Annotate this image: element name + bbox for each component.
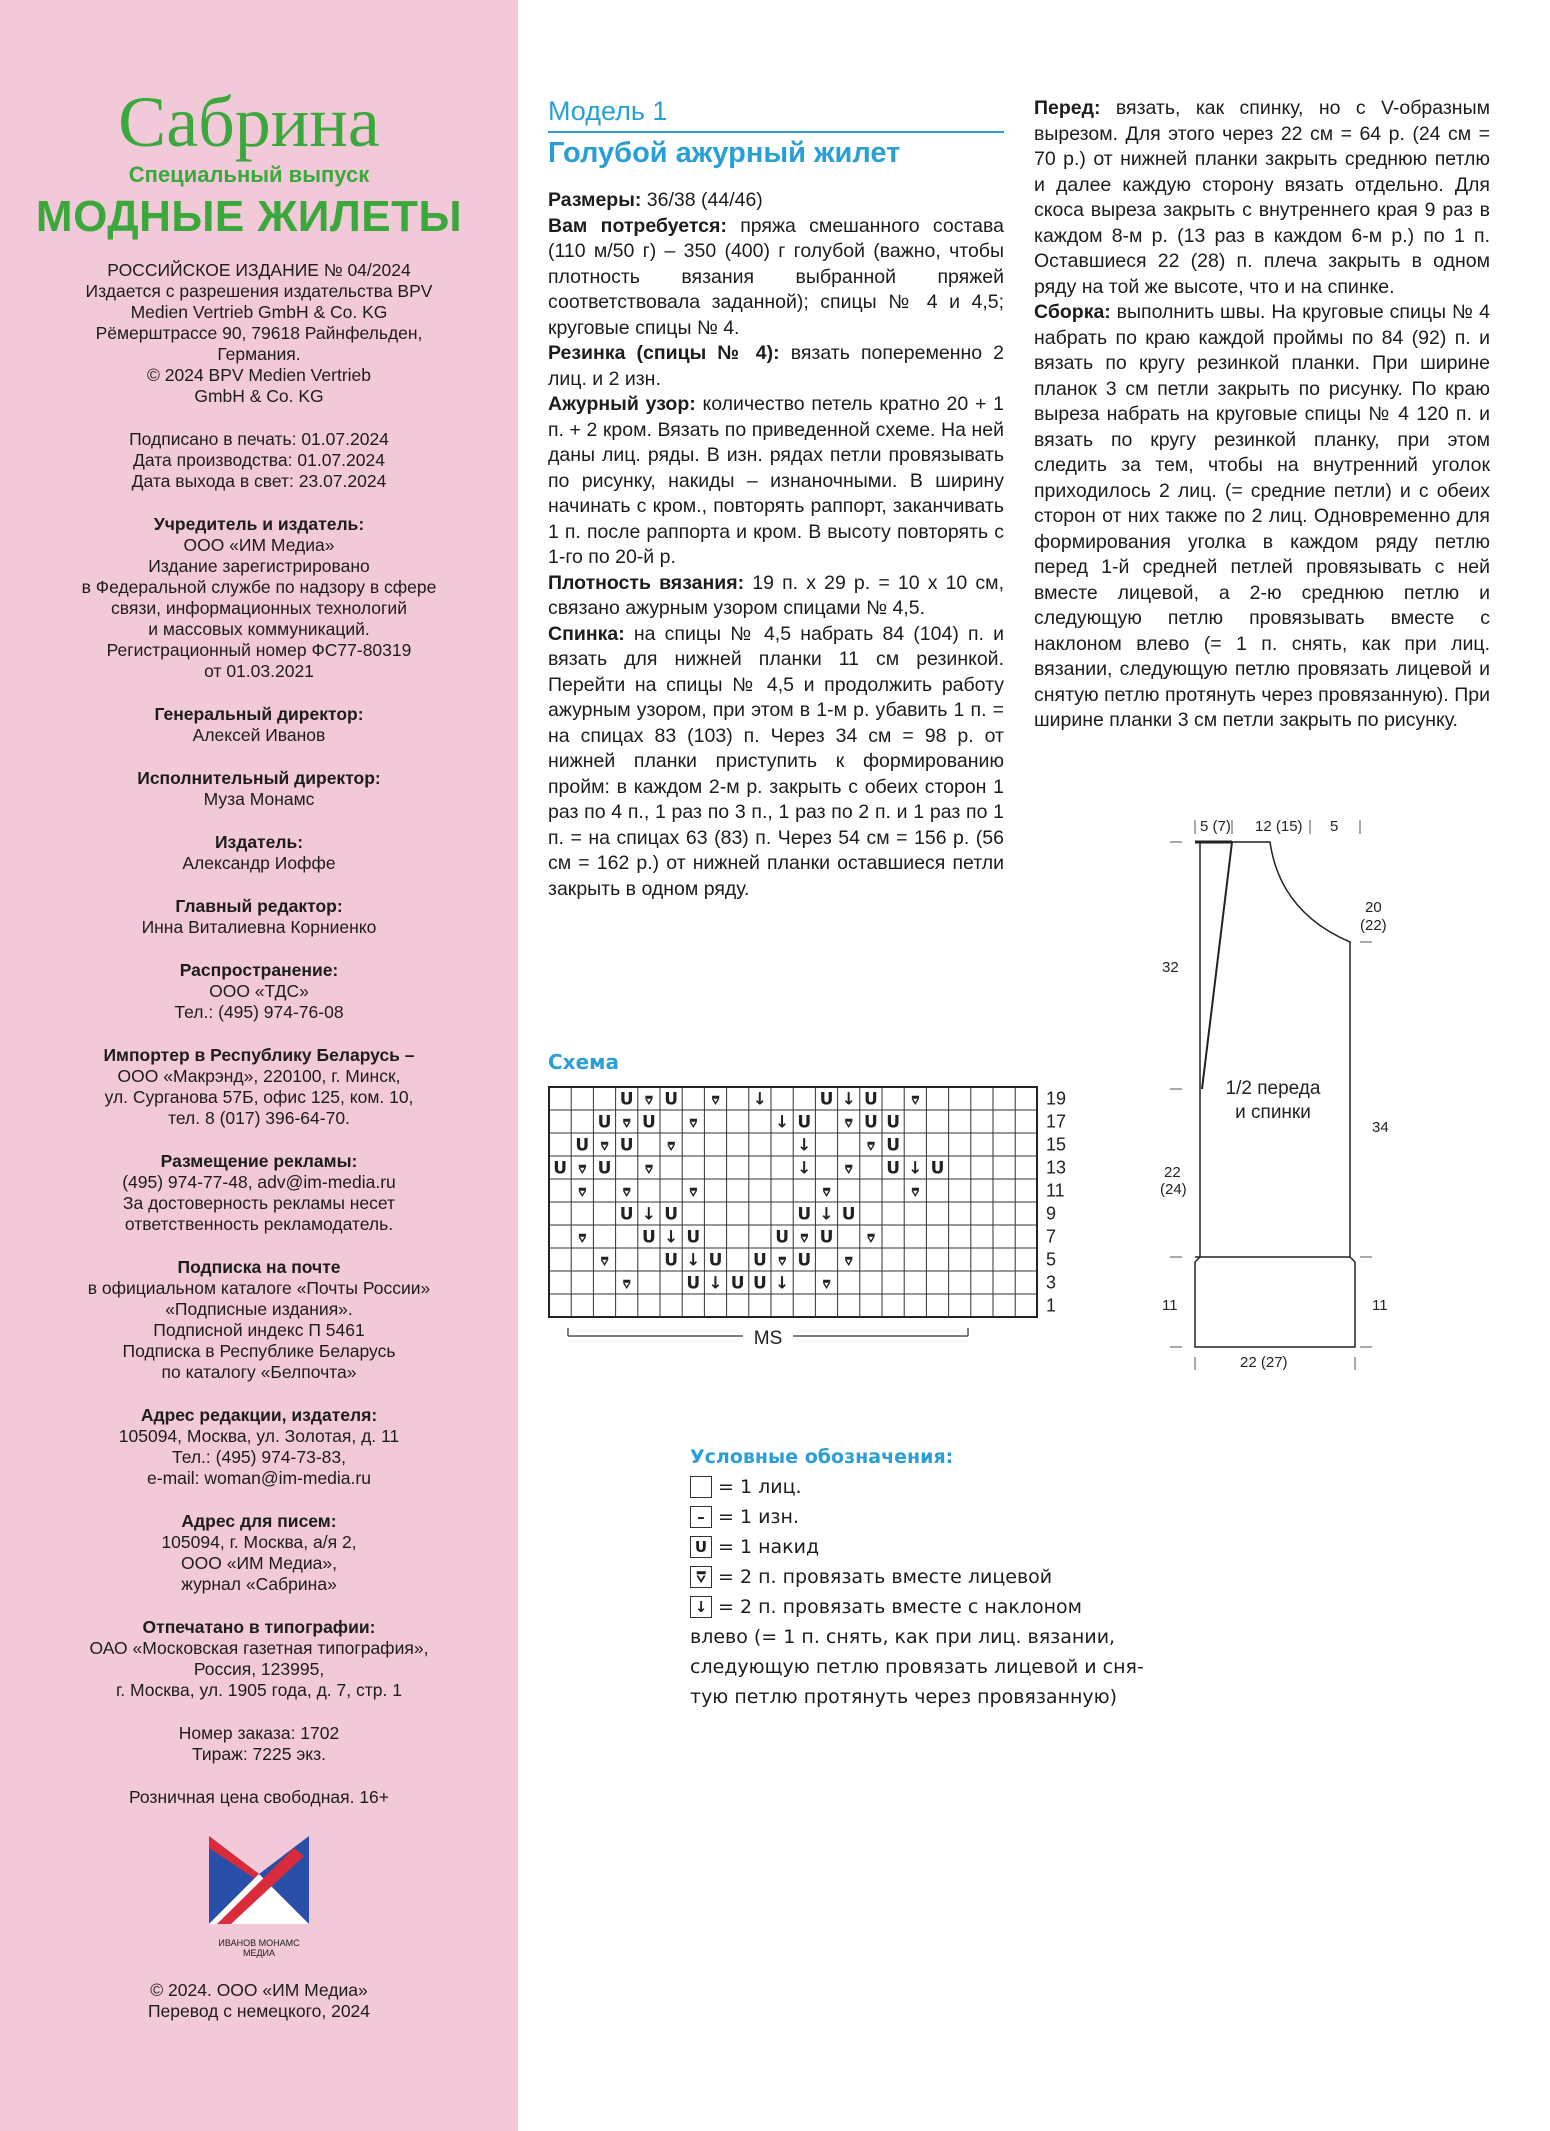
ssk-mark: ↓ — [908, 1158, 923, 1179]
yarnover-mark: U — [664, 1089, 679, 1110]
publisher-logo-caption: ИВАНОВ МОНАМС МЕДИА — [218, 1938, 300, 1958]
schematic-label-2: и спинки — [1235, 1102, 1311, 1123]
distribution: Распространение: ООО «ТДС» Тел.: (495) 974-76-08 — [174, 960, 344, 1022]
yarnover-mark: U — [886, 1135, 901, 1156]
k2tog-mark: ⩢ — [822, 1185, 831, 1200]
back-paragraph: Спинка: на спицы № 4,5 набрать 84 (104) п. и вязать для нижней планки 11 см резинкой. Перейти на спицы № 4,5 и продолжить работу ажурным узором, при этом в 1-м р. убавить 1 п. = на спицах 83 (103) п. Через 34 см = 98 р. от нижней планки приступить к формированию пройм: в каждом 2-м р. закрыть с обеих сторон 1 раз по 4 п., 1 раз по 3 п., 1 раз по 2 п. и 1 раз по 1 п. = на спицах 63 (83) п. Через 54 см = 156 р. (56 см = 162 р.) от нижней планки оставшиеся петли закрыть в одном ряду. — [548, 622, 1004, 900]
yarnover-mark: U — [819, 1089, 834, 1110]
k2tog-mark: ⩢ — [645, 1162, 653, 1177]
yarnover-symbol: U — [690, 1536, 712, 1558]
yarnover-mark: U — [863, 1089, 878, 1110]
row-number: 11 — [1046, 1180, 1065, 1201]
dim-side: 34 — [1372, 1119, 1389, 1136]
k2tog-mark: ⩢ — [867, 1231, 875, 1246]
ssk-mark: ↓ — [819, 1204, 834, 1225]
knitting-chart — [548, 1086, 1068, 1356]
row-number: 3 — [1046, 1272, 1057, 1293]
yarnover-mark: U — [797, 1112, 812, 1133]
ssk-mark: ↓ — [774, 1273, 790, 1294]
printing-house: Отпечатано в типографии: ОАО «Московская газетная типография», Россия, 123995, г. Москва, ул. 1905 года, д. 7, стр. 1 — [89, 1617, 429, 1700]
legend-title: Условные обозначения: — [690, 1446, 954, 1468]
yarnover-mark: U — [619, 1089, 634, 1110]
yarnover-mark: U — [775, 1227, 790, 1248]
importer: Импортер в Республику Беларусь – ООО «Макрэнд», 220100, г. Минск, ул. Сурганова 57Б, офис 125, ком. 10, тел. 8 (017) 396-64-70. — [103, 1045, 415, 1128]
k2tog-mark: ⩢ — [689, 1185, 697, 1200]
section-heading: Учредитель и издатель: — [153, 514, 365, 534]
yarnover-mark: U — [819, 1227, 834, 1248]
article-column-1 — [548, 96, 1004, 902]
k2tog-mark: ⩢ — [623, 1185, 631, 1200]
dim-front-lower: 22 — [1164, 1164, 1181, 1181]
ssk-mark: ↓ — [774, 1112, 790, 1133]
yarnover-mark: U — [597, 1112, 612, 1133]
ssk-mark: ↓ — [841, 1089, 856, 1110]
sizes-paragraph: Размеры: 36/38 (44/46) — [548, 189, 763, 211]
edition-line: Рёмерштрассе 90, 79618 Райнфельден, — [95, 323, 423, 343]
edition-line: РОССИЙСКОЕ ИЗДАНИЕ № 04/2024 — [107, 260, 411, 280]
k2tog-symbol: ⩢ — [690, 1566, 712, 1588]
row-number: 7 — [1046, 1226, 1057, 1247]
k2tog-mark: ⩢ — [911, 1093, 919, 1108]
k2tog-mark: ⩢ — [845, 1254, 853, 1269]
dim-armhole-alt: (22) — [1360, 917, 1387, 934]
yarnover-mark: U — [841, 1204, 856, 1225]
edition-line: Издается с разрешения издательства BPV — [85, 281, 433, 301]
edition-line: Германия. — [217, 344, 301, 364]
k2tog-mark: ⩢ — [689, 1116, 697, 1131]
advertising: Размещение рекламы: (495) 974-77-48, adv@im-media.ru За достоверность рекламы несет ответственность рекламодатель. — [122, 1151, 396, 1234]
row-number: 17 — [1046, 1111, 1067, 1132]
yarnover-mark: U — [641, 1112, 656, 1133]
k2tog-mark: ⩢ — [645, 1093, 653, 1108]
dim-band-right: 11 — [1372, 1297, 1388, 1314]
imprint-sidebar — [0, 0, 518, 2131]
letters-address: Адрес для писем: 105094, г. Москва, а/я 2, ООО «ИМ Медиа», журнал «Сабрина» — [161, 1511, 357, 1594]
row-number: 5 — [1046, 1249, 1057, 1270]
scheme-title: Схема — [548, 1050, 619, 1074]
yarnover-mark: U — [752, 1273, 767, 1294]
assembly-paragraph: Сборка: выполнить швы. На круговые спицы № 4 набрать по краю каждой проймы по 84 (92) п. и вязать по кругу резинкой планки. При ширине планок 3 см петли закрыть по рисунку. По краю выреза набрать на круговые спицы № 4 120 п. и вязать по кругу резинкой планку, при этом следить за тем, чтобы на внутренний уголок приходилось 2 лиц. (= средние петли) и с обеих сторон от них также по 2 лиц. Одновременно для формирования уголка в каждом ряду петлю перед 1-й средней петлей провязывать с ней вместе лицевой, а 2-ю среднюю петлю и следующую петлю провязывать вместе с наклоном влево (= 1 п. снять, как при лиц. вязании, следующую петлю провязать лицевой и снятую петлю протянуть через провязанную). При ширине планки 3 см петли закрыть по рисунку. — [1034, 301, 1490, 731]
legend-item-k2tog: ⩢ = 2 п. провязать вместе лицевой — [690, 1562, 1144, 1592]
publisher-logo — [199, 1826, 319, 1938]
k2tog-mark: ⩢ — [911, 1185, 919, 1200]
row-number: 15 — [1046, 1134, 1067, 1155]
schematic-label-1: 1/2 переда — [1225, 1078, 1321, 1099]
subscription: Подписка на почте в официальном каталоге «Почты России» «Подписные издания». Подписной индекс П 5461 Подписка в Республике Беларусь по каталогу «Белпочта» — [87, 1257, 431, 1382]
dim-armhole: 20 — [1365, 899, 1382, 916]
garment-schematic — [1160, 812, 1390, 1372]
legend-item-knit: = 1 лиц. — [690, 1472, 1144, 1502]
gauge-paragraph: Плотность вязания: 19 п. х 29 р. = 10 х 10 см, связано ажурным узором спицами № 4,5. — [548, 571, 1004, 619]
k2tog-mark: ⩢ — [711, 1093, 720, 1108]
k2tog-mark: ⩢ — [800, 1231, 808, 1246]
magazine-logo: Сабрина — [118, 82, 380, 162]
k2tog-mark: ⩢ — [600, 1254, 609, 1269]
edition-line: GmbH & Co. KG — [194, 386, 324, 406]
schematic-neckline — [1202, 842, 1232, 1089]
dim-band-left: 11 — [1162, 1297, 1178, 1314]
rib-paragraph: Резинка (спицы № 4): вязать попеременно 2 лиц. и 2 изн. — [548, 342, 1004, 390]
yarnover-mark: U — [619, 1204, 634, 1225]
model-label: Модель 1 — [548, 96, 668, 126]
executive-director: Исполнительный директор: Муза Монамс — [137, 768, 381, 809]
yarnover-mark: U — [797, 1204, 812, 1225]
price-info: Розничная цена свободная. 16+ — [128, 1787, 390, 1807]
legend-item-ssk: ↓ = 2 п. провязать вместе с наклоном — [690, 1592, 1144, 1622]
yarnover-mark: U — [863, 1112, 878, 1133]
yarnover-mark: U — [686, 1227, 701, 1248]
yarnover-mark: U — [553, 1158, 568, 1179]
date-line: Подписано в печать: 01.07.2024 — [129, 429, 389, 449]
yarnover-mark: U — [730, 1273, 745, 1294]
article-title: Голубой ажурный жилет — [548, 131, 1004, 170]
k2tog-mark: ⩢ — [822, 1277, 831, 1292]
knit-symbol — [690, 1476, 712, 1498]
k2tog-mark: ⩢ — [623, 1277, 631, 1292]
k2tog-mark: ⩢ — [578, 1231, 586, 1246]
date-line: Дата производства: 01.07.2024 — [133, 450, 385, 470]
dim-shoulder: 5 (7) — [1200, 818, 1231, 835]
k2tog-mark: ⩢ — [845, 1116, 853, 1131]
copyright-footer: © 2024. ООО «ИМ Медиа» Перевод с немецкого, 2024 — [147, 1980, 371, 2021]
ssk-symbol: ↓ — [690, 1596, 712, 1618]
ssk-mark: ↓ — [708, 1273, 723, 1294]
purl-symbol: – — [690, 1506, 712, 1528]
repeat-label: MS — [753, 1328, 783, 1349]
k2tog-mark: ⩢ — [667, 1139, 675, 1154]
legend-continuation: влево (= 1 п. снять, как при лиц. вязании, следующую петлю провязать лицевой и сня- тую петлю протянуть через провязанную) — [690, 1626, 1144, 1708]
chart-legend — [690, 1442, 1144, 1712]
yarnover-mark: U — [886, 1112, 901, 1133]
special-issue-label: Специальный выпуск — [128, 162, 370, 187]
k2tog-mark: ⩢ — [867, 1139, 875, 1154]
yarnover-mark: U — [619, 1135, 634, 1156]
yarnover-mark: U — [641, 1227, 656, 1248]
front-paragraph: Перед: вязать, как спинку, но с V-образным вырезом. Для этого через 22 см = 64 р. (24 см = 70 р.) от нижней планки закрыть среднюю петлю и далее каждую сторону вязать отдельно. Для скоса выреза закрыть с внутреннего края 9 раз в каждом 8-м р. (13 раз в каждом 6-м р.) по 1 п. Оставшиеся 22 (28) п. плеча закрыть в одном ряду на той же высоте, что и на спинке. — [1034, 97, 1490, 298]
issue-title: МОДНЫЕ ЖИЛЕТЫ — [35, 192, 463, 241]
lace-pattern-paragraph: Ажурный узор: количество петель кратно 20 + 1 п. + 2 кром. Вязать по приведенной схеме. На ней даны лиц. ряды. В изн. рядах петли провязывать по рисунку, накиды – изнаночными. В ширину начинать с кром., повторять раппорт, заканчивать 1 п. после раппорта и кром. В высоту повторять с 1-го по 20-й р. — [548, 393, 1004, 568]
ssk-mark: ↓ — [686, 1250, 701, 1271]
row-number: 19 — [1046, 1088, 1067, 1109]
yarnover-mark: U — [575, 1135, 590, 1156]
chart-row-numbers — [1046, 1089, 1066, 1316]
edition-line: Medien Vertrieb GmbH & Co. KG — [130, 302, 388, 322]
k2tog-mark: ⩢ — [600, 1139, 609, 1154]
row-number: 1 — [1046, 1295, 1057, 1316]
general-director: Генеральный директор: Алексей Иванов — [154, 704, 364, 745]
ssk-mark: ↓ — [663, 1227, 679, 1248]
ssk-mark: ↓ — [797, 1158, 812, 1179]
founder-info: Учредитель и издатель: ООО «ИМ Медиа» Издание зарегистрировано в Федеральной службе по надзору в сфере связи, информационных технологий и массовых коммуникаций. Регистрационный номер ФС77-80319 от 01.03.2021 — [0, 514, 518, 682]
edition-line: © 2024 BPV Medien Vertrieb — [147, 365, 371, 385]
materials-paragraph: Вам потребуется: пряжа смешанного состава (110 м/50 г) – 350 (400) г голубой (важно, чтобы плотность вязания выбранной пряжей соответствовала заданной); спицы № 4 и 4,5; круговые спицы № 4. — [548, 214, 1004, 339]
ssk-mark: ↓ — [752, 1089, 768, 1110]
article-column-2 — [1034, 96, 1490, 734]
ssk-mark: ↓ — [641, 1204, 657, 1225]
legend-item-purl: – = 1 изн. — [690, 1502, 1144, 1532]
chief-editor: Главный редактор: Инна Виталиевна Корниенко — [141, 896, 377, 937]
dim-neck-depth: 32 — [1162, 959, 1179, 976]
k2tog-mark: ⩢ — [845, 1162, 853, 1177]
dim-top-right: 5 — [1330, 818, 1339, 835]
legend-item-yarnover: U = 1 накид — [690, 1532, 1144, 1562]
row-number: 13 — [1046, 1157, 1067, 1178]
k2tog-mark: ⩢ — [578, 1162, 586, 1177]
date-line: Дата выхода в свет: 23.07.2024 — [131, 471, 387, 491]
yarnover-mark: U — [597, 1158, 612, 1179]
publisher: Издатель: Александр Иоффе — [182, 832, 336, 873]
order-info: Номер заказа: 1702 Тираж: 7225 экз. — [178, 1723, 340, 1764]
dates-info — [0, 429, 518, 492]
yarnover-mark: U — [664, 1250, 679, 1271]
row-number: 9 — [1046, 1203, 1057, 1224]
yarnover-mark: U — [664, 1204, 679, 1225]
k2tog-mark: ⩢ — [623, 1116, 631, 1131]
ssk-mark: ↓ — [797, 1135, 812, 1156]
yarnover-mark: U — [686, 1273, 701, 1294]
dim-front-lower-alt: (24) — [1160, 1181, 1187, 1198]
edition-info — [0, 260, 518, 407]
yarnover-mark: U — [886, 1158, 901, 1179]
editorial-address: Адрес редакции, издателя: 105094, Москва, ул. Золотая, д. 11 Тел.: (495) 974-73-83, e-mail: woman@im-media.ru — [118, 1405, 400, 1488]
yarnover-mark: U — [708, 1250, 723, 1271]
k2tog-mark: ⩢ — [578, 1185, 586, 1200]
yarnover-mark: U — [797, 1250, 812, 1271]
k2tog-mark: ⩢ — [778, 1254, 786, 1269]
dim-width: 22 (27) — [1240, 1354, 1288, 1371]
yarnover-mark: U — [752, 1250, 767, 1271]
yarnover-mark: U — [930, 1158, 945, 1179]
dim-neck: 12 (15) — [1255, 818, 1303, 835]
